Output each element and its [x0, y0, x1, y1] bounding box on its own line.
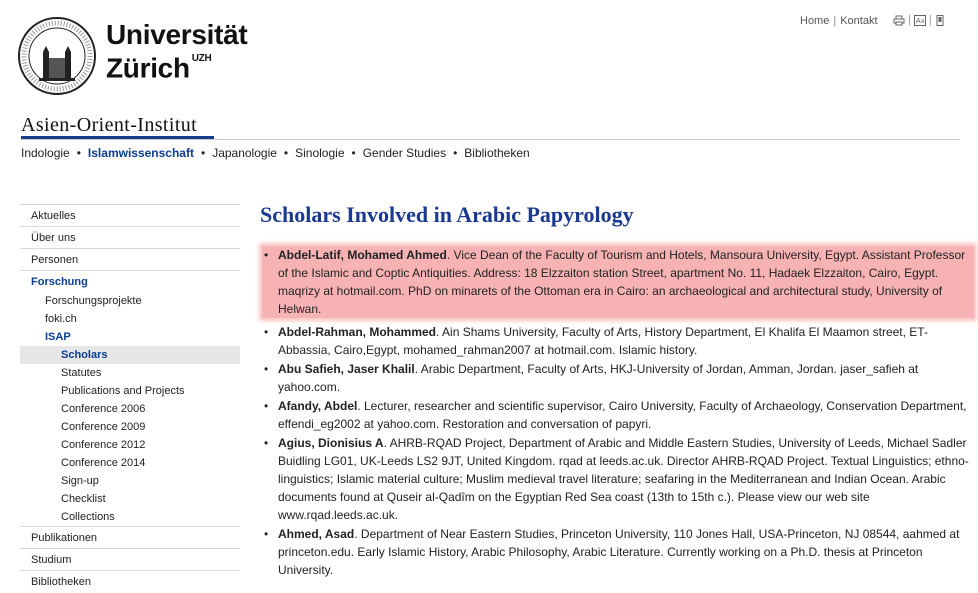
scholar-name: Afandy, Abdel — [278, 399, 358, 413]
scholar-details: . Vice Dean of the Faculty of Tourism and Hotels, Mansoura University, Egypt. Assistant Professor of the Islamic and Coptic Antiquities. Address: 18 Elzzaiton station Street, apartment No. 11, Hadaek Elzzaiton, Cairo, Egypt. maqrizy at hotmail.com. PhD on minarets of the Ottoman era in Cairo: an archaeological and architectural study, University of Helwan. — [278, 248, 966, 316]
sidebar-isap-conference-2006[interactable]: Conference 2006 — [61, 403, 146, 415]
institute-title[interactable]: Asien-Orient-Institut — [21, 114, 198, 136]
sidebar-isap-statutes[interactable]: Statutes — [61, 367, 102, 379]
scholars-list — [262, 246, 974, 580]
nav-bibliotheken[interactable]: Bibliotheken — [464, 146, 530, 160]
scholar-entry: • Ahmed, Asad. Department of Near Eastern Studies, Princeton University, 110 Jones Hall, USA-Princeton, NJ 08544, aahmed at princeton.edu. Early Islamic History, Arabic Philosophy, Arabic Literature. Currently working on a Ph.D. thesis at Princeton University. — [264, 527, 960, 577]
scholar-entry: • Agius, Dionisius A. AHRB-RQAD Project, Department of Arabic and Middle Eastern Studies, University of Leeds, Michael Sadler Buidling LG01, UK-Leeds LS2 9JT, United Kingdom. rqad at leeds.ac.uk. Director AHRB-RQAD Project. Textual Linguistics; ethno-linguistics; Islamic material culture; Muslim medieval travel literature; seafaring in the Mediterranean and Indian Ocean. Arabic documents found at Quseir al-Qadîm on the Egyptian Red Sea coast (13th to 15th c.). Please view our web site www.rqad.leeds.ac.uk. — [264, 436, 969, 522]
scholar-entry: • Afandy, Abdel. Lecturer, researcher and scientific supervisor, Cairo University, Faculty of Archaeology, Conservation Department, effendi_eg2002 at yahoo.com. Restoration and conversation of papyri. — [264, 399, 967, 431]
svg-text:A: A — [915, 17, 921, 25]
top-navigation: Indologie • Islamwissenschaft • Japanologie • Sinologie • Gender Studies • Bibliotheken — [21, 146, 530, 160]
nav-islamwissenschaft[interactable]: Islamwissenschaft — [87, 146, 194, 160]
mobile-icon[interactable] — [935, 15, 947, 26]
scholar-details: . Department of Near Eastern Studies, Princeton University, 110 Jones Hall, USA-Princeton, NJ 08544, aahmed at princeton.edu. Early Islamic History, Arabic Philosophy, Arabic Literature. Currently working on a Ph.D. thesis at Princeton University. — [278, 527, 960, 577]
sidebar-sub-forschungsprojekte[interactable]: Forschungsprojekte — [45, 295, 142, 307]
print-icon[interactable] — [893, 15, 905, 26]
scholar-entry: • Abdel-Latif, Mohamed Ahmed. Vice Dean of the Faculty of Tourism and Hotels, Mansoura University, Egypt. Assistant Professor of the Islamic and Coptic Antiquities. Address: 18 Elzzaiton station Street, apartment No. 11, Hadaek Elzzaiton, Cairo, Egypt. maqrizy at hotmail.com. PhD on minarets of the Ottoman era in Cairo: an archaeological and architectural study, University of Helwan. — [262, 246, 974, 318]
logo-line-1: Universität — [106, 19, 248, 50]
tool-icons: | A A | — [893, 14, 947, 26]
sidebar-isap-scholars[interactable]: Scholars — [20, 346, 240, 364]
header-divider — [21, 139, 960, 140]
logo-uzh-suffix: UZH — [191, 53, 212, 64]
sidebar-sub-foki[interactable]: foki.ch — [45, 313, 77, 325]
scholar-name: Abu Safieh, Jaser Khalil — [278, 362, 415, 376]
scholar-name: Agius, Dionisius A — [278, 436, 384, 450]
university-seal-logo[interactable] — [17, 16, 97, 96]
svg-text:A: A — [920, 18, 925, 25]
sidebar-isap-conference-2014[interactable]: Conference 2014 — [61, 457, 146, 469]
scholar-name: Abdel-Latif, Mohamed Ahmed — [278, 248, 447, 262]
scholar-entry: • Abu Safieh, Jaser Khalil. Arabic Department, Faculty of Arts, HKJ-University of Jordan, Amman, Jordan. jaser_safieh at yahoo.com. — [264, 362, 919, 394]
scholar-name: Ahmed, Asad — [278, 527, 355, 541]
sidebar-isap-sign-up[interactable]: Sign-up — [61, 475, 99, 487]
sidebar-item-studium[interactable]: Studium — [20, 548, 240, 570]
home-link[interactable]: Home — [800, 15, 830, 27]
page-title: Scholars Involved in Arabic Papyrology — [260, 202, 634, 227]
kontakt-link[interactable]: Kontakt — [840, 15, 878, 27]
nav-indologie[interactable]: Indologie — [21, 146, 70, 160]
nav-gender-studies[interactable]: Gender Studies — [362, 146, 447, 160]
sidebar-sub-isap[interactable]: ISAP — [45, 331, 71, 343]
top-links: Home | Kontakt — [800, 15, 878, 27]
sidebar-item-bibliotheken[interactable]: Bibliotheken — [20, 570, 240, 592]
sidebar-isap-conference-2012[interactable]: Conference 2012 — [61, 439, 146, 451]
sidebar-isap-collections[interactable]: Collections — [61, 511, 115, 523]
scholar-details: . Arabic Department, Faculty of Arts, HKJ-University of Jordan, Amman, Jordan. jaser_safieh at yahoo.com. — [278, 362, 919, 394]
font-size-icon[interactable] — [914, 15, 926, 26]
scholar-details: . Ain Shams University, Faculty of Arts, History Department, El Khalifa El Maamon street, ET-Abbassia, Cairo,Egypt, mohamed_rahman2007 at hotmail.com. Islamic history. — [278, 325, 928, 357]
scholar-details: . AHRB-RQAD Project, Department of Arabic and Middle Eastern Studies, University of Leeds, Michael Sadler Buidling LG01, UK-Leeds LS2 9JT, United Kingdom. rqad at leeds.ac.uk. Director AHRB-RQAD Project. Textual Linguistics; ethno-linguistics; Islamic material culture; Muslim medieval travel literature; seafaring in the Mediterranean and Indian Ocean. Arabic documents found at Quseir al-Qadîm on the Egyptian Red Sea coast (13th to 15th c.). Please view our web site www.rqad.leeds.ac.uk. — [278, 436, 969, 522]
sidebar-isap-checklist[interactable]: Checklist — [61, 493, 106, 505]
sidebar-isap-conference-2009[interactable]: Conference 2009 — [61, 421, 146, 433]
scholar-details: . Lecturer, researcher and scientific supervisor, Cairo University, Faculty of Archaeology, Conservation Department, effendi_eg2002 at yahoo.com. Restoration and conversation of papyri. — [278, 399, 967, 431]
sidebar-item-forschung[interactable]: Forschung — [20, 270, 240, 292]
sidebar-item-publikationen[interactable]: Publikationen — [20, 526, 240, 548]
nav-sinologie[interactable]: Sinologie — [295, 146, 345, 160]
sidebar-item-personen[interactable]: Personen — [20, 248, 240, 270]
scholar-name: Abdel-Rahman, Mohammed — [278, 325, 437, 339]
nav-japanologie[interactable]: Japanologie — [212, 146, 277, 160]
sidebar-isap-publications[interactable]: Publications and Projects — [61, 385, 185, 397]
university-wordmark[interactable] — [106, 20, 247, 83]
sidebar-item-aktuelles[interactable]: Aktuelles — [20, 204, 240, 226]
sidebar-item-ueber-uns[interactable]: Über uns — [20, 226, 240, 248]
sidebar — [20, 204, 240, 592]
logo-line-2: Zürich — [106, 52, 190, 84]
scholar-entry: • Abdel-Rahman, Mohammed. Ain Shams University, Faculty of Arts, History Department, El Khalifa El Maamon street, ET-Abbassia, Cairo,Egypt, mohamed_rahman2007 at hotmail.com. Islamic history. — [264, 325, 928, 357]
